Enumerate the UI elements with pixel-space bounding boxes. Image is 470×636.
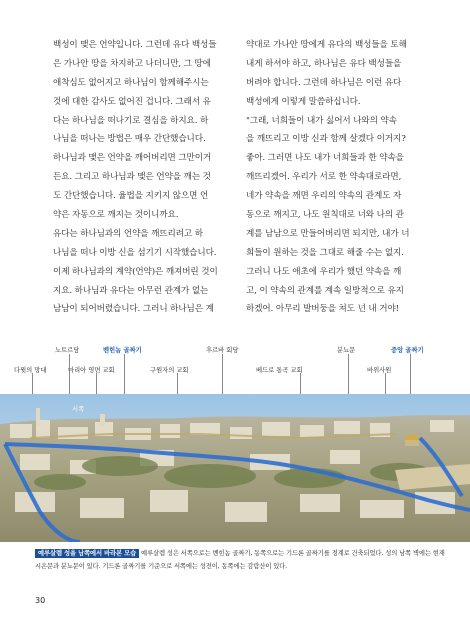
body-text-line: 남남이 되어버렸습니다. 그러니 하나님은 계 (53, 304, 214, 315)
body-text-line: 그러니 나도 애초에 우리가 했던 약속을 깨 (246, 266, 402, 277)
body-text-line: 유다는 하나님과의 언약을 깨뜨리려고 하 (53, 228, 203, 239)
caption-tag: 예루살렘 성을 남쪽에서 바라본 모습 (35, 549, 139, 558)
body-text-line: 나님을 떠나는 방법은 매우 간단했습니다. (53, 134, 206, 145)
label-tower-of-david: 다윗의 망대 (14, 367, 47, 374)
body-text-line: 다는 하나님을 떠나기로 결심을 하지요. 하 (53, 115, 209, 126)
page-number: 30 (35, 596, 46, 605)
label-dung-gate: 분뇨문 (337, 347, 356, 354)
body-text-line: 도 간단했습니다. 율법을 지키지 않으면 언 (53, 191, 209, 202)
body-text-line: 백성이 맺은 언약입니다. 그런데 유다 백성들 (53, 40, 217, 50)
label-redeemer-church: 구원자의 교회 (150, 367, 189, 374)
photo-caption (35, 548, 445, 573)
body-text-line: 약대로 가나안 땅에게 유다의 백성들을 토해 (246, 40, 407, 50)
jerusalem-panorama-photo (0, 394, 470, 542)
body-column-left (53, 36, 240, 319)
body-text-line: 내게 하셔야 하고, 하나님은 유다 백성들을 (246, 58, 402, 69)
label-central-valley: 중앙 골짜기 (391, 347, 424, 354)
label-west: 서쪽 (72, 406, 85, 413)
label-peter-church: 베드로 통곡 교회 (256, 367, 303, 374)
body-text-line: 든요. 그리고 하나님과 맺은 언약을 깨는 것 (53, 172, 211, 183)
body-text-line: 좋아. 그러면 나도 내가 너희들과 한 약속을 (246, 153, 404, 164)
body-text-line: 나님을 떠나 이방 신을 섬기기 시작했습니다. (53, 247, 217, 258)
body-text-line: 을 깨뜨리고 이방 신과 함께 살겠다 이거지? (246, 134, 406, 145)
label-dormition-church: 마리아 영면 교회 (68, 367, 115, 374)
body-text-line: 백성에게 이렇게 말씀하십니다. (246, 96, 361, 107)
body-text-line: 깨뜨리겠어. 우리가 서로 한 약속대로라면, (246, 172, 402, 183)
label-hurva-synagogue: 후르바 회당 (206, 347, 239, 354)
photo-labels (0, 340, 470, 402)
body-text-line: 하나님과 맺은 언약을 깨어버리면 그만이거 (53, 153, 212, 164)
body-text-line: 것에 대한 감사도 없어진 겁니다. 그래서 유 (53, 96, 211, 107)
body-column-right (246, 36, 433, 319)
body-text-line: 네가 약속을 깨면 우리의 약속의 관계도 자 (246, 191, 402, 202)
body-text-line: 버려야 합니다. 그런데 하나님은 이런 유다 (246, 77, 402, 88)
body-text-line: "그래, 너희들이 내가 싫어서 나와의 약속 (246, 115, 397, 126)
body-text-line: 애착심도 없어지고 하나님이 함께해주시는 (53, 77, 209, 88)
body-text-line: 고, 이 약속의 관계를 계속 일방적으로 유지 (246, 285, 404, 296)
label-dome-of-rock: 바위사원 (367, 367, 392, 374)
body-text-line: 지요. 하나님과 유다는 아무런 관계가 없는 (53, 285, 209, 296)
body-text-line: 이제 하나님과의 계약(언약)은 깨져버린 것이 (53, 266, 218, 277)
label-notre-dame: 노트르담 (55, 347, 80, 354)
body-text-line: 하겠어. 아무리 발버둥을 쳐도 넌 내 거야! (246, 304, 400, 315)
body-text-line: 동으로 깨지고, 나도 원칙대로 너와 나의 관 (246, 210, 404, 221)
body-text-line: 희들이 원하는 것을 그대로 해줄 수는 없지. (246, 247, 404, 258)
body-text-line: 은 가나안 땅을 차지하고 나더니만, 그 땅에 (53, 58, 211, 69)
caption-text: 예루살렘 성은 서쪽으로는 벤힌놈 골짜기, 동쪽으로는 기드론 골짜기를 경계로 건축되었다. 성의 남쪽 벽에는 현재 시온문과 분뇨문이 있다. 기드론 골짜기를 기준으로 서쪽에는 성전이, 동쪽에는 감람산이 있다. (35, 550, 445, 570)
body-text-line: 약은 자동으로 깨지는 것이니까요. (53, 210, 179, 221)
body-text-line: 계를 남남으로 만들어버리면 되지만, 내가 너 (246, 228, 410, 239)
label-hinnom-valley: 벤힌놈 골짜기 (103, 347, 142, 354)
